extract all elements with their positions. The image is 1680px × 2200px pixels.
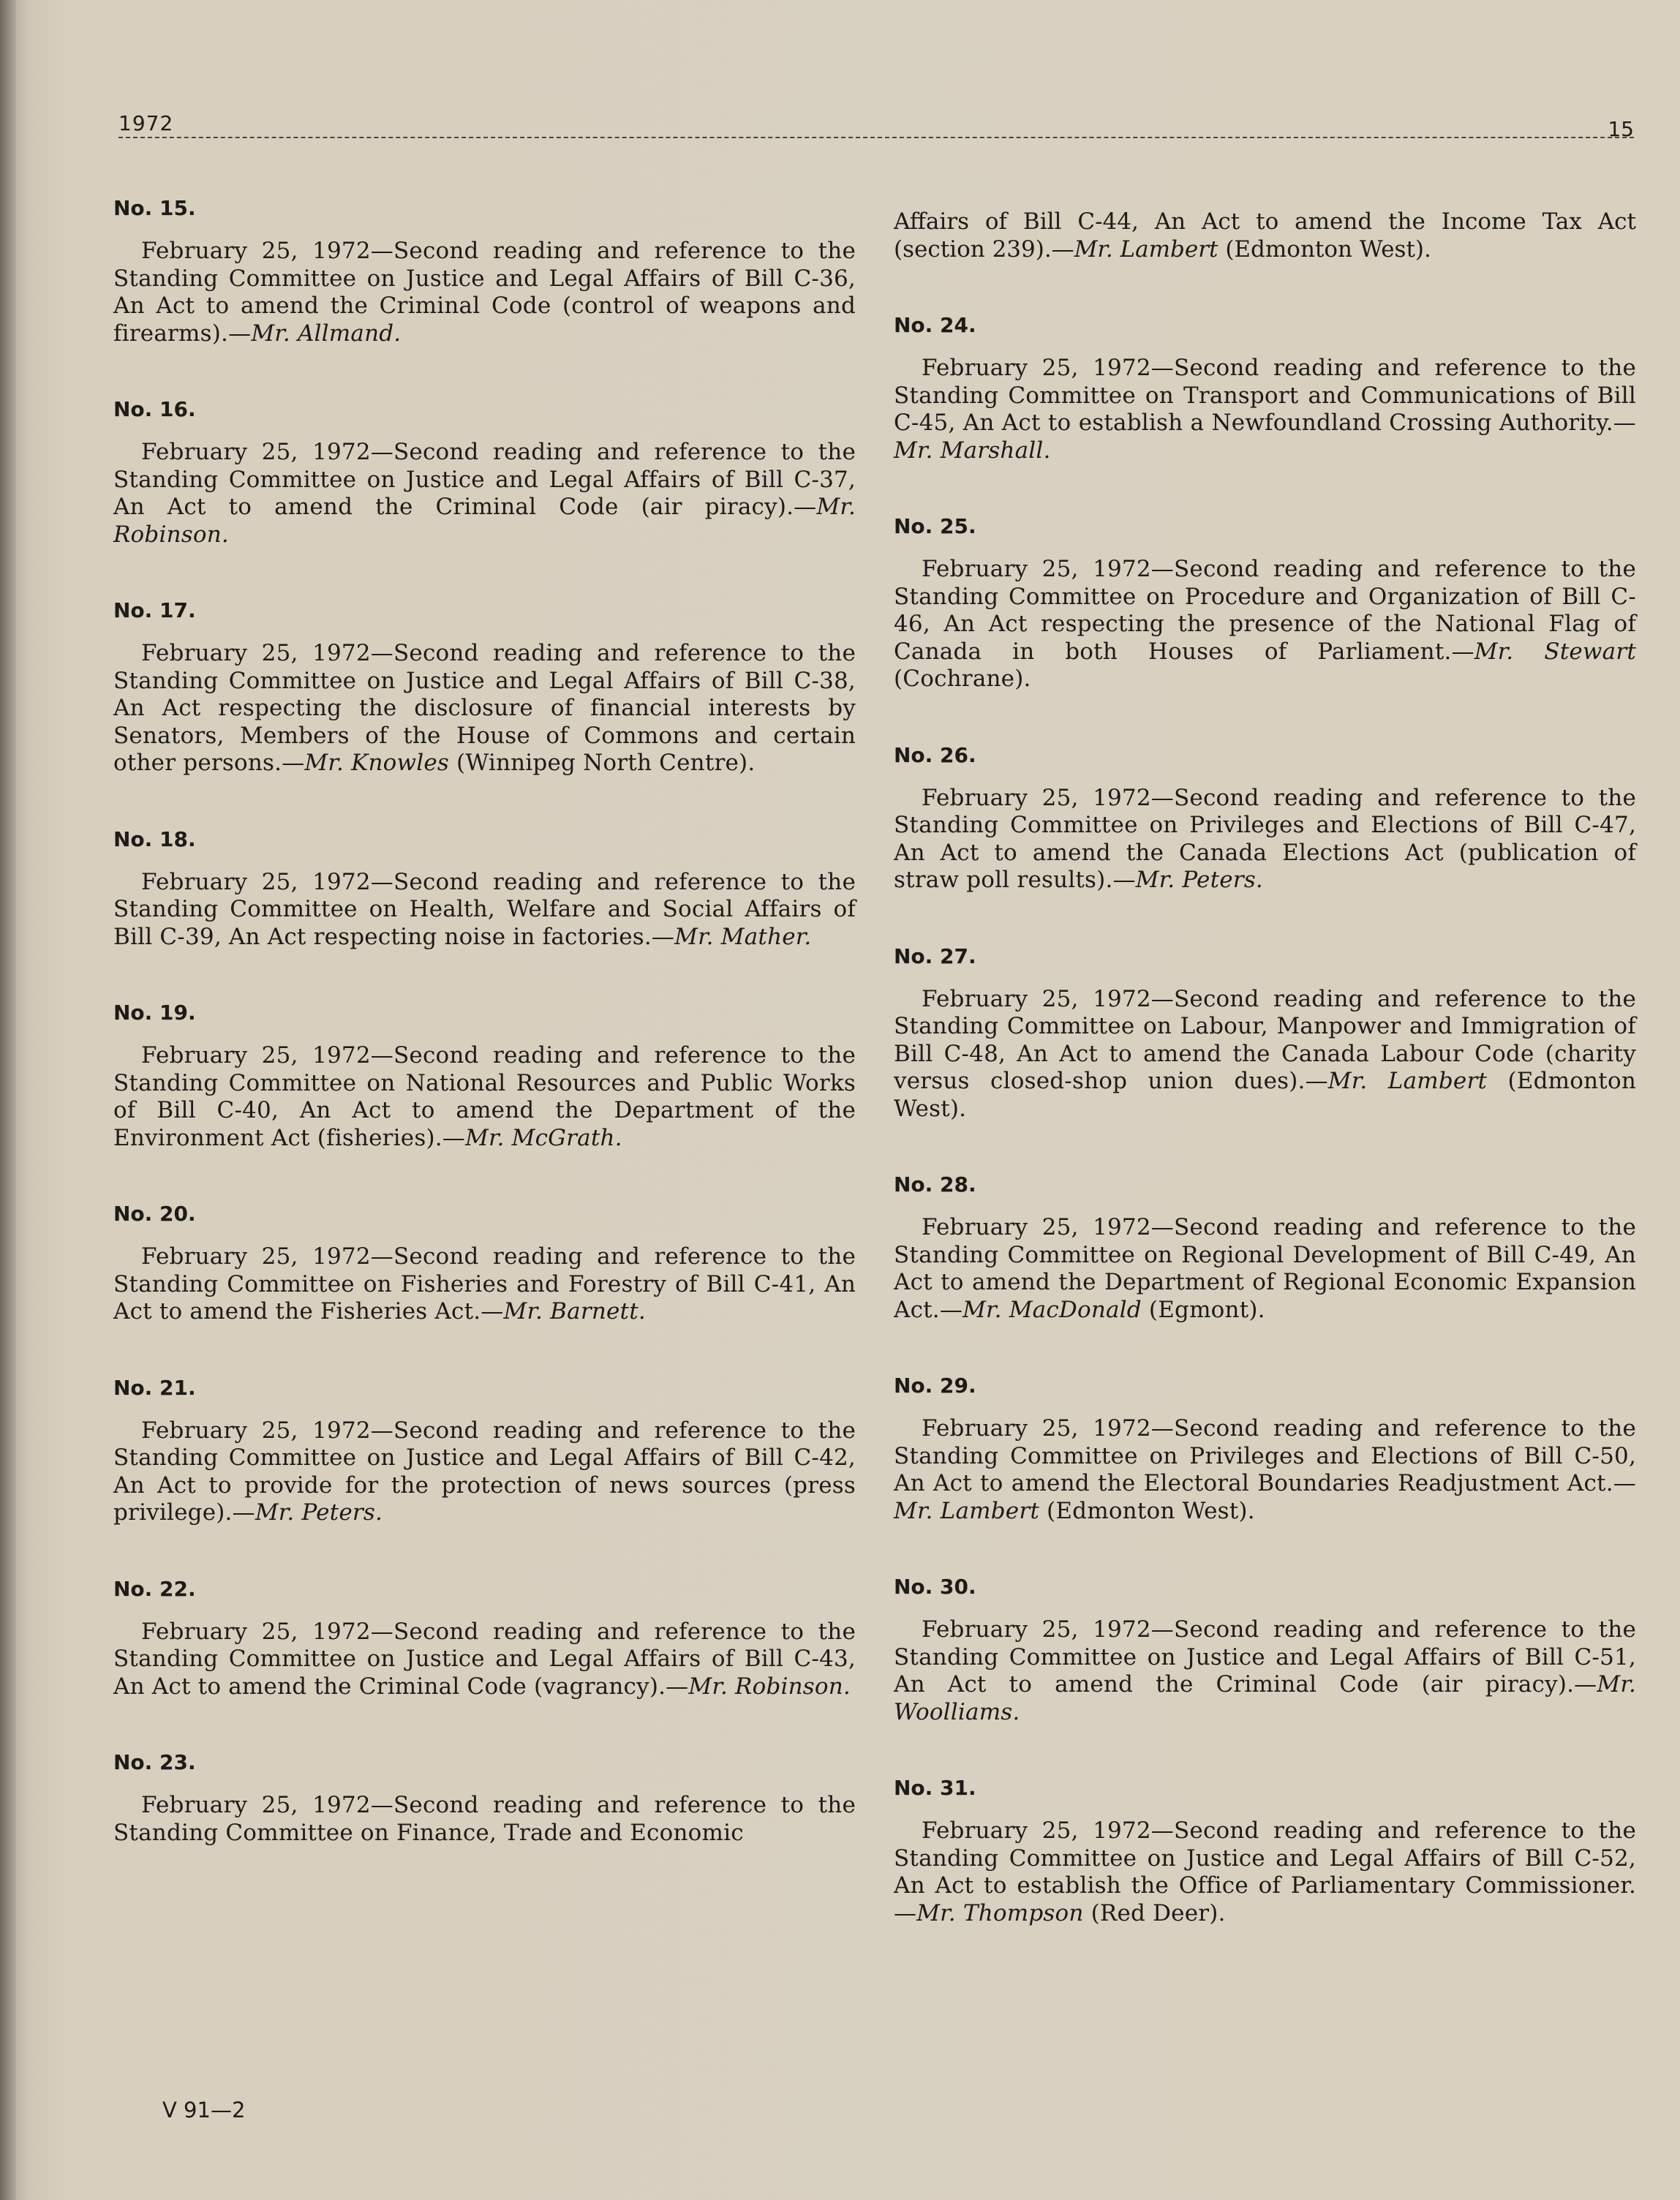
motion-member-riding: (Cochrane). bbox=[894, 666, 1031, 692]
motion-member-riding: (Edmonton West). bbox=[894, 1068, 1636, 1122]
motion-number: No. 15. bbox=[113, 196, 196, 220]
motion-number: No. 22. bbox=[113, 1576, 196, 1601]
motion-number: No. 20. bbox=[113, 1202, 196, 1226]
motion-entry bbox=[894, 1172, 1636, 1324]
motion-text bbox=[113, 1417, 856, 1527]
motion-body: February 25, 1972—Second reading and reference to the Standing Committee on National Resources and Public Works of Bill C-40, An Act to amend the Department of the Environment Act (fisheries).— bbox=[113, 1042, 856, 1151]
motion-text bbox=[894, 1214, 1636, 1324]
motion-number: No. 21. bbox=[113, 1375, 196, 1400]
motion-member: Mr. Allmand. bbox=[251, 320, 402, 347]
motion-body: February 25, 1972—Second reading and reference to the Standing Committee on Health, Welfare and Social Affairs of Bill C-39, An Act respecting noise in factories.— bbox=[113, 868, 856, 950]
motion-member: Mr. McGrath. bbox=[465, 1124, 622, 1151]
motion-entry bbox=[894, 743, 1636, 894]
motion-number: No. 26. bbox=[894, 742, 976, 767]
motion-number: No. 29. bbox=[894, 1374, 976, 1398]
motion-member: Mr. Lambert bbox=[1327, 1068, 1488, 1094]
motion-member: Mr. Robinson. bbox=[688, 1673, 851, 1700]
motion-entry bbox=[113, 1001, 856, 1152]
left-column bbox=[113, 196, 856, 1896]
motion-member: Mr. Robinson. bbox=[113, 494, 856, 548]
motion-entry bbox=[113, 1376, 856, 1527]
motion-entry bbox=[113, 598, 856, 777]
right-column bbox=[894, 208, 1636, 1977]
motion-number: No. 23. bbox=[113, 1750, 196, 1774]
right-column-items bbox=[894, 313, 1636, 1927]
motion-entry bbox=[894, 1575, 1636, 1726]
motion-body: February 25, 1972—Second reading and reference to the Standing Committee on Transport and Communications of Bill C-45, An Act to establish a Newfoundland Crossing Authority.— bbox=[894, 355, 1636, 436]
motion-number: No. 17. bbox=[113, 598, 196, 622]
motion-body: February 25, 1972—Second reading and reference to the Standing Committee on Justice and Legal Affairs of Bill C-38, An Act respecting the disclosure of financial interests by Senators, Members of the House of Commons and certain other persons.— bbox=[113, 640, 856, 776]
motion-text bbox=[113, 1243, 856, 1326]
motion-body: February 25, 1972—Second reading and reference to the Standing Committee on Procedure and Organization of Bill C-46, An Act respecting the presence of the National Flag of Canada in both Houses of Parliament.— bbox=[894, 556, 1636, 665]
motion-body: February 25, 1972—Second reading and reference to the Standing Committee on Justice and Legal Affairs of Bill C-42, An Act to provide for the protection of news sources (press privilege).— bbox=[113, 1417, 856, 1526]
motion-number: No. 28. bbox=[894, 1172, 976, 1197]
motion-member: Mr. Peters. bbox=[1135, 867, 1263, 893]
motion-body: February 25, 1972—Second reading and reference to the Standing Committee on Justice and Legal Affairs of Bill C-51, An Act to amend the Criminal Code (air piracy).— bbox=[894, 1616, 1636, 1698]
continued-text-body: Affairs of Bill C-44, An Act to amend the Income Tax Act (section 239).— bbox=[894, 208, 1636, 263]
motion-member: Mr. Mather. bbox=[674, 923, 812, 950]
motion-entry bbox=[894, 514, 1636, 693]
motion-body: February 25, 1972—Second reading and reference to the Standing Committee on Justice and Legal Affairs of Bill C-36, An Act to amend the Criminal Code (control of weapons and firearms).— bbox=[113, 238, 856, 347]
motion-text bbox=[894, 355, 1636, 464]
motion-entry bbox=[113, 1202, 856, 1326]
motion-text bbox=[113, 1042, 856, 1152]
motion-body: February 25, 1972—Second reading and reference to the Standing Committee on Labour, Manpower and Immigration of Bill C-48, An Act to amend the Canada Labour Code (charity versus closed-shop union dues).— bbox=[894, 985, 1636, 1094]
motion-entry bbox=[113, 827, 856, 952]
motion-number: No. 18. bbox=[113, 826, 196, 851]
signature-mark: V 91—2 bbox=[162, 2098, 246, 2122]
motion-body: February 25, 1972—Second reading and reference to the Standing Committee on Regional Development of Bill C-49, An Act to amend the Department of Regional Economic Expansion Act.— bbox=[894, 1214, 1636, 1323]
motion-member: Mr. Knowles bbox=[304, 750, 449, 776]
motion-member: Mr. Stewart bbox=[1474, 638, 1636, 665]
motion-entry bbox=[113, 1577, 856, 1701]
motion-text bbox=[113, 869, 856, 952]
motion-member-riding: (Edmonton West). bbox=[1039, 1497, 1255, 1524]
motion-number: No. 27. bbox=[894, 943, 976, 968]
motion-entry bbox=[113, 1750, 856, 1847]
motion-text bbox=[894, 556, 1636, 693]
motion-text bbox=[894, 1616, 1636, 1726]
motion-member-riding: (Egmont). bbox=[1141, 1296, 1265, 1323]
continued-text bbox=[894, 208, 1636, 263]
motion-text bbox=[894, 785, 1636, 894]
motion-member: Mr. Woolliams. bbox=[894, 1671, 1636, 1725]
motion-body: February 25, 1972—Second reading and reference to the Standing Committee on Fisheries and Forestry of Bill C-41, An Act to amend the Fisheries Act.— bbox=[113, 1243, 856, 1325]
page-number: 15 bbox=[1608, 117, 1634, 141]
motion-body: February 25, 1972—Second reading and reference to the Standing Committee on Justice and Legal Affairs of Bill C-43, An Act to amend the Criminal Code (vagrancy).— bbox=[113, 1618, 856, 1700]
motion-body: February 25, 1972—Second reading and reference to the Standing Committee on Justice and Legal Affairs of Bill C-52, An Act to establish the Office of Parliamentary Commissioner.— bbox=[894, 1817, 1636, 1926]
continued-text-member: Mr. Lambert bbox=[1074, 236, 1218, 263]
motion-text bbox=[894, 1415, 1636, 1525]
header-year: 1972 bbox=[118, 111, 174, 135]
motion-text bbox=[113, 1619, 856, 1701]
motion-number: No. 31. bbox=[894, 1776, 976, 1800]
motion-member: Mr. MacDonald bbox=[963, 1296, 1142, 1323]
motion-member: Mr. Thompson bbox=[916, 1899, 1084, 1926]
motion-entry bbox=[894, 313, 1636, 464]
motion-member: Mr. Barnett. bbox=[503, 1298, 646, 1325]
binding-edge bbox=[0, 0, 16, 2200]
motion-member: Mr. Marshall. bbox=[894, 437, 1051, 464]
motion-text bbox=[894, 986, 1636, 1123]
motion-number: No. 25. bbox=[894, 514, 976, 538]
motion-body: February 25, 1972—Second reading and reference to the Standing Committee on Finance, Trade and Economic bbox=[113, 1792, 856, 1846]
motion-number: No. 16. bbox=[113, 397, 196, 421]
motion-text bbox=[113, 439, 856, 549]
motion-body: February 25, 1972—Second reading and reference to the Standing Committee on Privileges and Elections of Bill C-50, An Act to amend the Electoral Boundaries Readjustment Act.— bbox=[894, 1415, 1636, 1496]
motion-text bbox=[894, 1817, 1636, 1927]
motion-entry bbox=[113, 196, 856, 347]
page-header bbox=[118, 106, 1634, 141]
motion-member-riding: (Winnipeg North Centre). bbox=[448, 750, 756, 776]
motion-body: February 25, 1972—Second reading and reference to the Standing Committee on Privileges and Elections of Bill C-47, An Act to amend the Canada Elections Act (publication of straw poll results).— bbox=[894, 784, 1636, 893]
motion-entry bbox=[894, 1374, 1636, 1525]
motion-member: Mr. Lambert bbox=[894, 1497, 1039, 1524]
motion-entry bbox=[894, 944, 1636, 1123]
motion-text bbox=[113, 238, 856, 347]
motion-member-riding: (Red Deer). bbox=[1083, 1899, 1226, 1926]
motion-text bbox=[113, 640, 856, 777]
motion-number: No. 24. bbox=[894, 313, 976, 337]
motion-entry bbox=[113, 397, 856, 549]
motion-number: No. 30. bbox=[894, 1575, 976, 1599]
continued-text-suffix: (Edmonton West). bbox=[1218, 236, 1431, 263]
motion-member: Mr. Peters. bbox=[255, 1499, 383, 1526]
motion-entry bbox=[894, 1776, 1636, 1927]
motion-number: No. 19. bbox=[113, 1001, 196, 1025]
motion-text bbox=[113, 1792, 856, 1847]
motion-body: February 25, 1972—Second reading and reference to the Standing Committee on Justice and Legal Affairs of Bill C-37, An Act to amend the Criminal Code (air piracy).— bbox=[113, 439, 856, 520]
